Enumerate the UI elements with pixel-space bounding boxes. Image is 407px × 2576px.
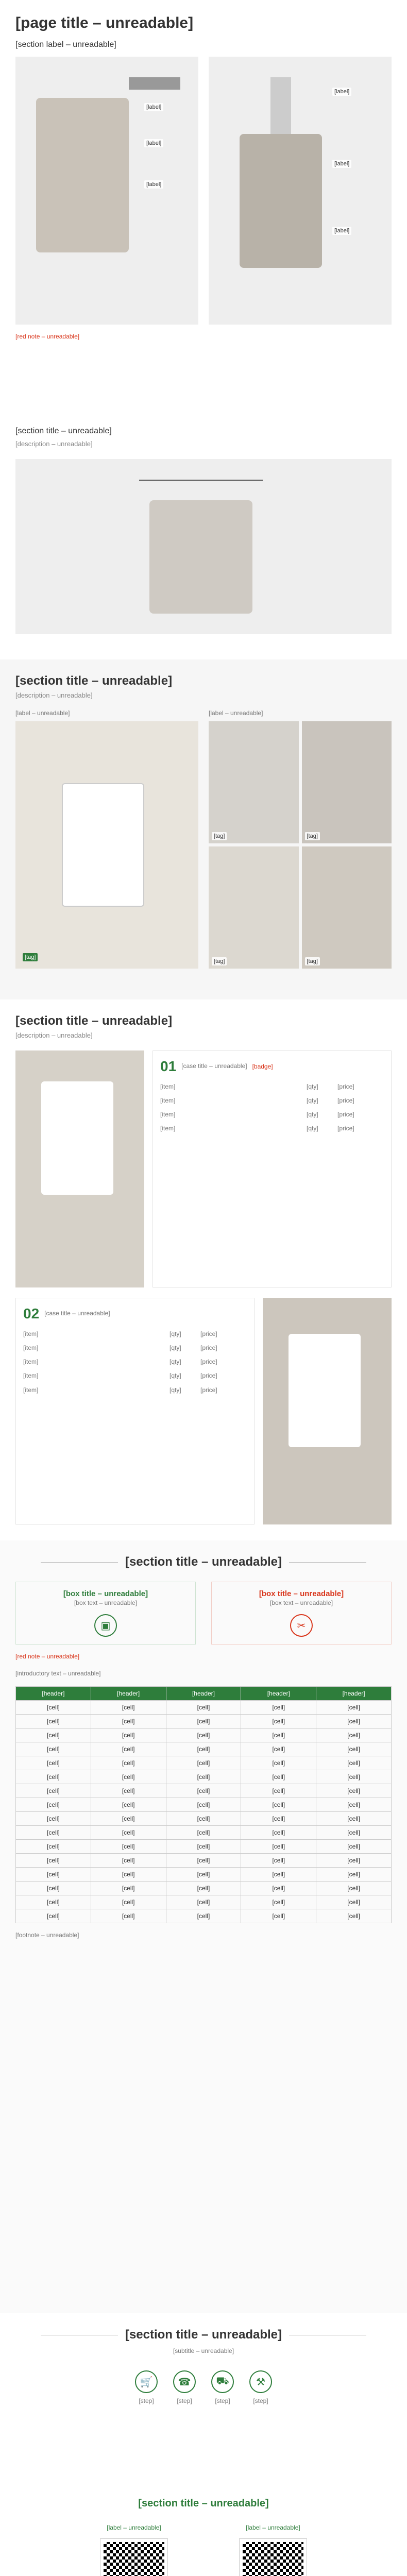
table-cell: [cell] — [91, 1853, 166, 1867]
free-desc: [box text – unreadable] — [74, 1599, 138, 1606]
case-1-badge: [badge] — [252, 1062, 273, 1070]
table-cell: [cell] — [91, 1895, 166, 1909]
table-cell: [cell] — [316, 1770, 392, 1784]
diagram-label: [label] — [332, 160, 351, 168]
table-cell: [cell] — [241, 1909, 316, 1923]
table-header: [header] — [91, 1686, 166, 1700]
table-row — [16, 1811, 392, 1825]
table-cell: [cell] — [16, 1853, 91, 1867]
table-cell: [cell] — [91, 1839, 166, 1853]
table-row — [16, 1700, 392, 1714]
wechat-title: [label – unreadable] — [107, 2524, 161, 2531]
bad-install-photo — [302, 721, 392, 843]
truck-icon: ⛟ — [211, 2370, 234, 2393]
wechat-qr-code[interactable] — [100, 2539, 167, 2576]
case-1-photo — [15, 1050, 144, 1287]
heater-illustration — [149, 500, 252, 614]
table-cell: [cell] — [16, 1784, 91, 1798]
phone-icon: ☎ — [173, 2370, 196, 2393]
table-row — [16, 1770, 392, 1784]
table-cell: [cell] — [241, 1811, 316, 1825]
table-cell: [cell] — [16, 1728, 91, 1742]
box-icon: ▣ — [94, 1614, 117, 1637]
free-title: [box title – unreadable] — [63, 1589, 148, 1598]
fees-intro: [introductory text – unreadable] — [15, 1670, 101, 1677]
bad-install-photo — [209, 721, 299, 843]
cases-title: [section title – unreadable] — [15, 1014, 173, 1028]
table-cell: [cell] — [241, 1756, 316, 1770]
page-title: [page title – unreadable] — [15, 14, 194, 31]
booking-title: [section title – unreadable] — [138, 2498, 269, 2509]
case-2-photo — [263, 1298, 392, 1524]
paid-box — [211, 1582, 392, 1645]
ok-tag: [tag] — [23, 953, 38, 961]
table-cell: [cell] — [316, 1714, 392, 1728]
table-cell: [cell] — [166, 1881, 241, 1895]
case-item: [item] [qty] [price] — [160, 1111, 354, 1118]
table-cell: [cell] — [91, 1798, 166, 1811]
fees-table — [15, 1686, 392, 1923]
case-item: [item] [qty] [price] — [23, 1358, 217, 1366]
table-cell: [cell] — [166, 1742, 241, 1756]
bad-label: [label – unreadable] — [209, 709, 263, 717]
case-item: [item] [qty] [price] — [23, 1386, 217, 1394]
table-cell: [cell] — [241, 1853, 316, 1867]
install-note: [red note – unreadable] — [15, 333, 80, 340]
table-cell: [cell] — [16, 1700, 91, 1714]
maintenance-desc: [description – unreadable] — [15, 440, 93, 448]
diagram-label: [label] — [144, 103, 163, 111]
table-cell: [cell] — [241, 1714, 316, 1728]
table-cell: [cell] — [91, 1700, 166, 1714]
table-cell: [cell] — [16, 1770, 91, 1784]
table-cell: [cell] — [166, 1825, 241, 1839]
diagram-label: [label] — [332, 88, 351, 96]
free-box — [15, 1582, 196, 1645]
table-cell: [cell] — [316, 1825, 392, 1839]
table-header: [header] — [241, 1686, 316, 1700]
table-cell: [cell] — [316, 1909, 392, 1923]
bad-install-photo — [302, 846, 392, 969]
bad-tag: [tag] — [305, 832, 320, 840]
table-row — [16, 1853, 392, 1867]
heater-photo — [41, 1081, 113, 1195]
case-2-title: [case title – unreadable] — [44, 1310, 110, 1317]
table-cell: [cell] — [316, 1700, 392, 1714]
wechat-booking — [88, 2523, 180, 2576]
case-2-number: 02 — [23, 1305, 40, 1321]
table-cell: [cell] — [166, 1700, 241, 1714]
table-cell: [cell] — [316, 1742, 392, 1756]
maintenance-section — [0, 412, 407, 659]
table-cell: [cell] — [91, 1742, 166, 1756]
table-cell: [cell] — [91, 1728, 166, 1742]
table-cell: [cell] — [316, 1839, 392, 1853]
table-cell: [cell] — [316, 1728, 392, 1742]
table-cell: [cell] — [166, 1784, 241, 1798]
table-cell: [cell] — [16, 1895, 91, 1909]
case-item: [item] [qty] [price] — [23, 1330, 217, 1337]
table-cell: [cell] — [166, 1839, 241, 1853]
table-cell: [cell] — [166, 1798, 241, 1811]
table-cell: [cell] — [241, 1798, 316, 1811]
table-row — [16, 1798, 392, 1811]
case-2 — [15, 1298, 392, 1524]
online-title: [label – unreadable] — [246, 2524, 300, 2531]
table-cell: [cell] — [16, 1756, 91, 1770]
fees-footnote: [footnote – unreadable] — [15, 1931, 79, 1939]
cases-section — [0, 999, 407, 1540]
install-diagram-section — [0, 0, 407, 412]
table-cell: [cell] — [316, 1798, 392, 1811]
table-cell: [cell] — [166, 1756, 241, 1770]
table-cell: [cell] — [16, 1909, 91, 1923]
table-cell: [cell] — [166, 1811, 241, 1825]
table-cell: [cell] — [16, 1742, 91, 1756]
table-cell: [cell] — [316, 1853, 392, 1867]
case-1 — [15, 1050, 392, 1287]
table-cell: [cell] — [316, 1867, 392, 1881]
table-cell: [cell] — [91, 1714, 166, 1728]
case-1-number: 01 — [160, 1058, 177, 1074]
table-cell: [cell] — [241, 1770, 316, 1784]
fees-title: [section title – unreadable] — [125, 1555, 282, 1569]
heater-diagram-right — [209, 57, 392, 325]
bad-tag: [tag] — [305, 957, 320, 965]
flow-step: ☎ [step] — [173, 2370, 196, 2406]
table-cell: [cell] — [166, 1714, 241, 1728]
table-cell: [cell] — [241, 1825, 316, 1839]
flow-step: ⛟ [step] — [211, 2370, 234, 2406]
table-cell: [cell] — [166, 1728, 241, 1742]
env-title: [section title – unreadable] — [15, 674, 173, 688]
table-cell: [cell] — [241, 1784, 316, 1798]
table-row — [16, 1909, 392, 1923]
diagram-label: [label] — [144, 139, 163, 147]
table-cell: [cell] — [241, 1742, 316, 1756]
table-header: [header] — [16, 1686, 91, 1700]
table-cell: [cell] — [91, 1825, 166, 1839]
flow-step: 🛒 [step] — [135, 2370, 158, 2406]
fees-note: [red note – unreadable] — [15, 1653, 80, 1660]
table-cell: [cell] — [16, 1839, 91, 1853]
table-cell: [cell] — [241, 1700, 316, 1714]
table-cell: [cell] — [166, 1909, 241, 1923]
table-cell: [cell] — [316, 1811, 392, 1825]
bad-install-photo — [209, 846, 299, 969]
diagram-label: [label] — [144, 180, 163, 189]
table-row — [16, 1867, 392, 1881]
table-cell: [cell] — [316, 1756, 392, 1770]
wrench-icon: ⚒ — [249, 2370, 272, 2393]
table-header: [header] — [166, 1686, 241, 1700]
env-desc: [description – unreadable] — [15, 691, 93, 699]
table-cell: [cell] — [91, 1881, 166, 1895]
table-cell: [cell] — [241, 1881, 316, 1895]
table-cell: [cell] — [316, 1895, 392, 1909]
case-1-title: [case title – unreadable] — [181, 1062, 247, 1070]
table-row — [16, 1839, 392, 1853]
exhaust-pipe-illustration — [129, 77, 180, 90]
step-label: [section label – unreadable] — [15, 40, 116, 49]
table-cell: [cell] — [241, 1895, 316, 1909]
table-row — [16, 1825, 392, 1839]
diagram-label: [label] — [332, 227, 351, 235]
flow-subtitle: [subtitle – unreadable] — [173, 2347, 234, 2354]
table-cell: [cell] — [91, 1909, 166, 1923]
heater-diagram-left — [15, 57, 198, 325]
case-item: [item] [qty] [price] — [160, 1096, 354, 1104]
table-cell: [cell] — [241, 1728, 316, 1742]
table-cell: [cell] — [91, 1756, 166, 1770]
heater-photo — [240, 134, 322, 268]
case-item: [item] [qty] [price] — [23, 1372, 217, 1380]
case-item: [item] [qty] [price] — [160, 1082, 354, 1090]
fees-section — [0, 1540, 407, 2313]
table-cell: [cell] — [16, 1867, 91, 1881]
table-header: [header] — [316, 1686, 392, 1700]
heater-illustration — [36, 98, 129, 252]
maintenance-title: [section title – unreadable] — [15, 427, 112, 435]
case-item: [item] [qty] [price] — [23, 1344, 217, 1351]
table-cell: [cell] — [316, 1784, 392, 1798]
paid-title: [box title – unreadable] — [259, 1589, 344, 1598]
table-row — [16, 1881, 392, 1895]
ok-install-photo — [15, 721, 198, 969]
table-cell: [cell] — [16, 1881, 91, 1895]
table-cell: [cell] — [16, 1825, 91, 1839]
table-cell: [cell] — [91, 1811, 166, 1825]
table-row — [16, 1756, 392, 1770]
table-cell: [cell] — [16, 1811, 91, 1825]
case-item: [item] [qty] [price] — [160, 1125, 354, 1132]
table-cell: [cell] — [91, 1867, 166, 1881]
clearance-line — [139, 480, 263, 481]
maintenance-diagram — [15, 459, 392, 634]
cases-desc: [description – unreadable] — [15, 1031, 93, 1039]
table-cell: [cell] — [166, 1867, 241, 1881]
tools-icon: ✂ — [290, 1614, 313, 1637]
flow-title: [section title – unreadable] — [125, 2328, 282, 2342]
table-cell: [cell] — [316, 1881, 392, 1895]
table-cell: [cell] — [166, 1770, 241, 1784]
table-cell: [cell] — [16, 1798, 91, 1811]
cart-icon: 🛒 — [135, 2370, 158, 2393]
environment-section — [0, 659, 407, 999]
booking-section — [0, 2483, 407, 2576]
online-qr-code[interactable] — [240, 2539, 307, 2576]
ok-label: [label – unreadable] — [15, 709, 70, 717]
table-row — [16, 1714, 392, 1728]
flue-pipe-photo — [270, 77, 291, 134]
table-row — [16, 1742, 392, 1756]
table-row — [16, 1895, 392, 1909]
flow-step: ⚒ [step] — [249, 2370, 272, 2406]
table-row — [16, 1728, 392, 1742]
bad-tag: [tag] — [212, 957, 227, 965]
table-cell: [cell] — [91, 1770, 166, 1784]
table-cell: [cell] — [241, 1867, 316, 1881]
table-cell: [cell] — [241, 1839, 316, 1853]
heater-photo — [289, 1334, 361, 1447]
online-booking — [227, 2523, 319, 2576]
bad-tag: [tag] — [212, 832, 227, 840]
flow-section — [0, 2313, 407, 2483]
table-cell: [cell] — [166, 1895, 241, 1909]
table-row — [16, 1784, 392, 1798]
table-cell: [cell] — [16, 1714, 91, 1728]
table-cell: [cell] — [166, 1853, 241, 1867]
heater-photo — [62, 783, 144, 907]
paid-desc: [box text – unreadable] — [269, 1599, 333, 1606]
table-cell: [cell] — [91, 1784, 166, 1798]
